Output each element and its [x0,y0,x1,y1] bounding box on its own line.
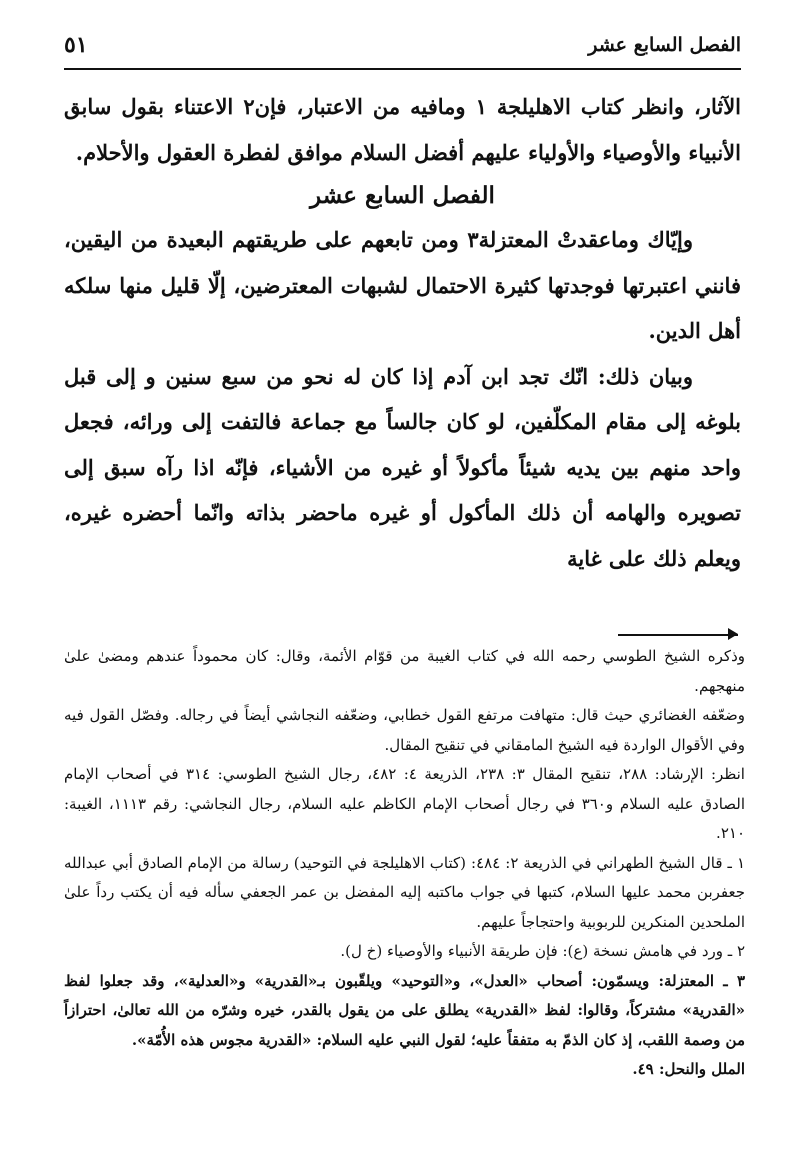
header-divider [64,68,741,70]
footnote-1: ١ ـ قال الشيخ الطهراني في الذريعة ٢: ٤٨٤: (كتاب الاهليلجة في التوحيد) رسالة من الإمام الصادق أبي عبدالله جعفربن محمد عليها السلام، كتبها في جواب ماكتبه إليه المفضل بن عمر الجعفي سأله فيه أن يكتب رداً علىٰ الملحدين المنكرين للربوبية واحتجاجاً عليهم. [64,853,746,931]
footnote-3: ٣ ـ المعتزلة: ويسمّون: أصحاب «العدل»، و«التوحيد» ويلقّبون بـ«القدرية» و«العدلية»، وقد جعلوا لفظ «القدرية» مشتركاً، وقالوا: لفظ «القدرية» يطلق على من يقول بالقدر، خيره وشرّه من الله تعالىٰ، احترازاً من وصمة اللقب، إذ كان الذمّ به متفقاً عليه؛ لقول النبي عليه السلام: «القدرية مجوس هذه الأُمّة». [64,971,745,1049]
footnote-2: ٢ ـ ورد في هامش نسخة (ع): فإن طريقة الأنبياء والأوصياء (خ ل). [340,942,745,960]
page-number: ٥١ [64,32,88,58]
footnote-continuation-arrow-icon [728,628,738,640]
paragraph-3: وبيان ذلك: انّك تجد ابن آدم إذا كان له نحو من سبع سنين و إلى قبل بلوغه إلى مقام المكلّفين، لو كان جالساً مع جماعة فالتفت إلى ورائه، فجعل واحد منهم بين يديه شيئاً مأكولاً أو غيره من الأشياء، فإنّه اذا رآه سبق إلى تصويره والهامه أن ذلك المأكول أو غيره ماحضر بذاته وانّما أحضره غيره، ويعلم ذلك على غاية [64,363,741,571]
page-header [64,28,741,68]
footnote-3-reference: الملل والنحل: ٤٩. [632,1060,745,1078]
paragraph-2: وإيّاك وماعقدتْ المعتزلة٣ ومن تابعهم على طريقتهم البعيدة من اليقين، فانني اعتبرتها فوجدتها كثيرة الاحتمال لشبهات المعترضين، إلّا قليل منها سلكه أهل الدين. [64,227,741,343]
footnotes [64,642,745,1085]
footnote-divider [618,634,738,636]
footnote-continuation-3: انظر: الإرشاد: ٢٨٨، تنقيح المقال ٣: ٢٣٨، الذريعة ٤: ٤٨٢، رجال الشيخ الطوسي: ٣١٤ في أصحاب الإمام الصادق عليه السلام و٣٦٠ في رجال أصحاب الإمام الكاظم عليه السلام، رجال النجاشي: رقم ١١١٣، الغيبة: ٢١٠. [64,765,746,842]
footnote-continuation-1: وذكره الشيخ الطوسي رحمه الله في كتاب الغيبة من قوّام الأئمة، وقال: كان محموداً عندهم ومضىٰ علىٰ منهجهم. [64,647,745,695]
paragraph-1: الآثار، وانظر كتاب الاهليلجة ١ ومافيه من الاعتبار، فإن٢ الاعتناء بقول سابق الأنبياء والأوصياء والأولياء عليهم أفضل السلام موافق لفطرة العقول والأحلام. [64,94,742,165]
footnote-continuation-2: وضعّفه الغضائري حيث قال: متهافت مرتفع القول خطابي، وضعّفه النجاشي أيضاً في رجاله. وفصّل القول فيه وفي الأقوال الواردة فيه الشيخ المامقاني في تنقيح المقال. [64,706,745,754]
running-title: الفصل السابع عشر [588,34,741,56]
main-text [64,84,741,581]
chapter-title: الفصل السابع عشر [310,182,495,209]
